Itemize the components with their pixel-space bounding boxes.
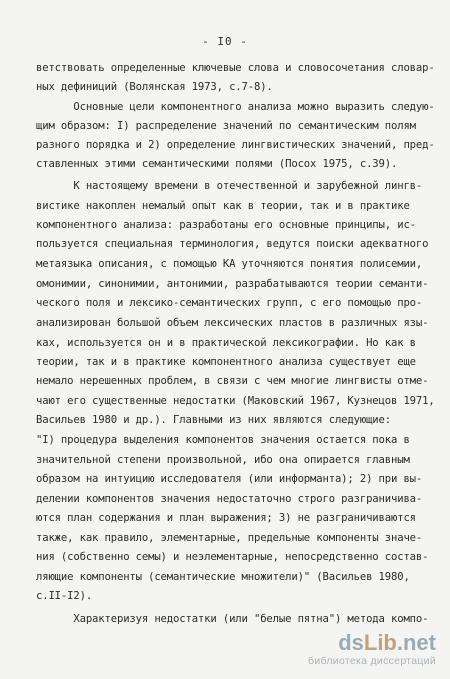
text-line: ются план содержания и план выражения; 3) не разграничиваются	[36, 512, 416, 524]
text-line: К настоящему времени в отечественной и зарубежной лингв-	[36, 180, 423, 192]
text-line: Васильев 1980 и др.). Главными из них являются следующие:	[36, 414, 391, 426]
text-line: ставленных этими семантическими полями (Посох 1975, с.39).	[36, 158, 398, 170]
text-line: Основные цели компонентного анализа можно выразить следую-	[36, 101, 435, 113]
text-line: ных дефиниций (Волянская 1973, с.7-8).	[36, 81, 273, 93]
text-line: "I) процедура выделения компонентов значения остается пока в	[36, 434, 410, 446]
text-line: ляющие компоненты (семантические множители)" (Васильев 1980,	[36, 571, 410, 583]
text-line: делении компонентов значения недостаточно строго разграничива-	[36, 493, 423, 505]
text-line: чают его существенные недостатки (Маковский 1967, Кузнецов 1971,	[36, 395, 435, 407]
text-line: разного порядка и 2) определение лингвистических значений, пред-	[36, 139, 435, 151]
text-line: омонимии, синонимии, антонимии, разрабатываются теории семанти-	[36, 278, 429, 290]
watermark-brand: dsLib.net	[338, 630, 436, 655]
text-line: с.II-I2).	[36, 590, 93, 602]
text-line: теории, так и в практике компонентного анализа существует еще	[36, 356, 416, 368]
text-line: значительной степени произвольной, ибо она опирается главным	[36, 454, 410, 466]
text-line: ках, используется он и в практической лексикографии. Но как в	[36, 337, 416, 349]
text-line: Характеризуя недостатки (или "белые пятна") метода компо-	[36, 613, 429, 625]
text-line: компонентного анализа: разработаны его основные принципы, ис-	[36, 219, 416, 231]
text-line: пользуется специальная терминология, ведутся поиски адекватного	[36, 238, 429, 250]
text-line: щим образом: I) распределение значений по семантическим полям	[36, 120, 416, 132]
text-line: метаязыка описания, с помощью КА уточняются понятия полисемии,	[36, 258, 423, 270]
watermark	[308, 632, 436, 667]
text-line: вистике накоплен немалый опыт как в теории, так и в практике	[36, 200, 410, 212]
text-line: ческого поля и лексико-семантических групп, с его помощью про-	[36, 297, 423, 309]
text-line: также, как правило, элементарные, предельные компоненты значе-	[36, 532, 423, 544]
text-line: анализирован большой объем лексических пластов в различных язы-	[36, 317, 429, 329]
text-line: образом на интуицию исследователя (или информанта); 2) при вы-	[36, 473, 423, 485]
text-line: ния (собственно семы) и неэлементарные, непосредственно состав-	[36, 551, 429, 563]
page-number: - I0 -	[202, 35, 248, 48]
watermark-subtitle: библиотека диссертаций	[308, 655, 436, 667]
text-line: ветствовать определенные ключевые слова и словосочетания словар-	[36, 62, 435, 74]
text-line: немало нерешенных проблем, в связи с чем многие лингвисты отме-	[36, 375, 429, 387]
